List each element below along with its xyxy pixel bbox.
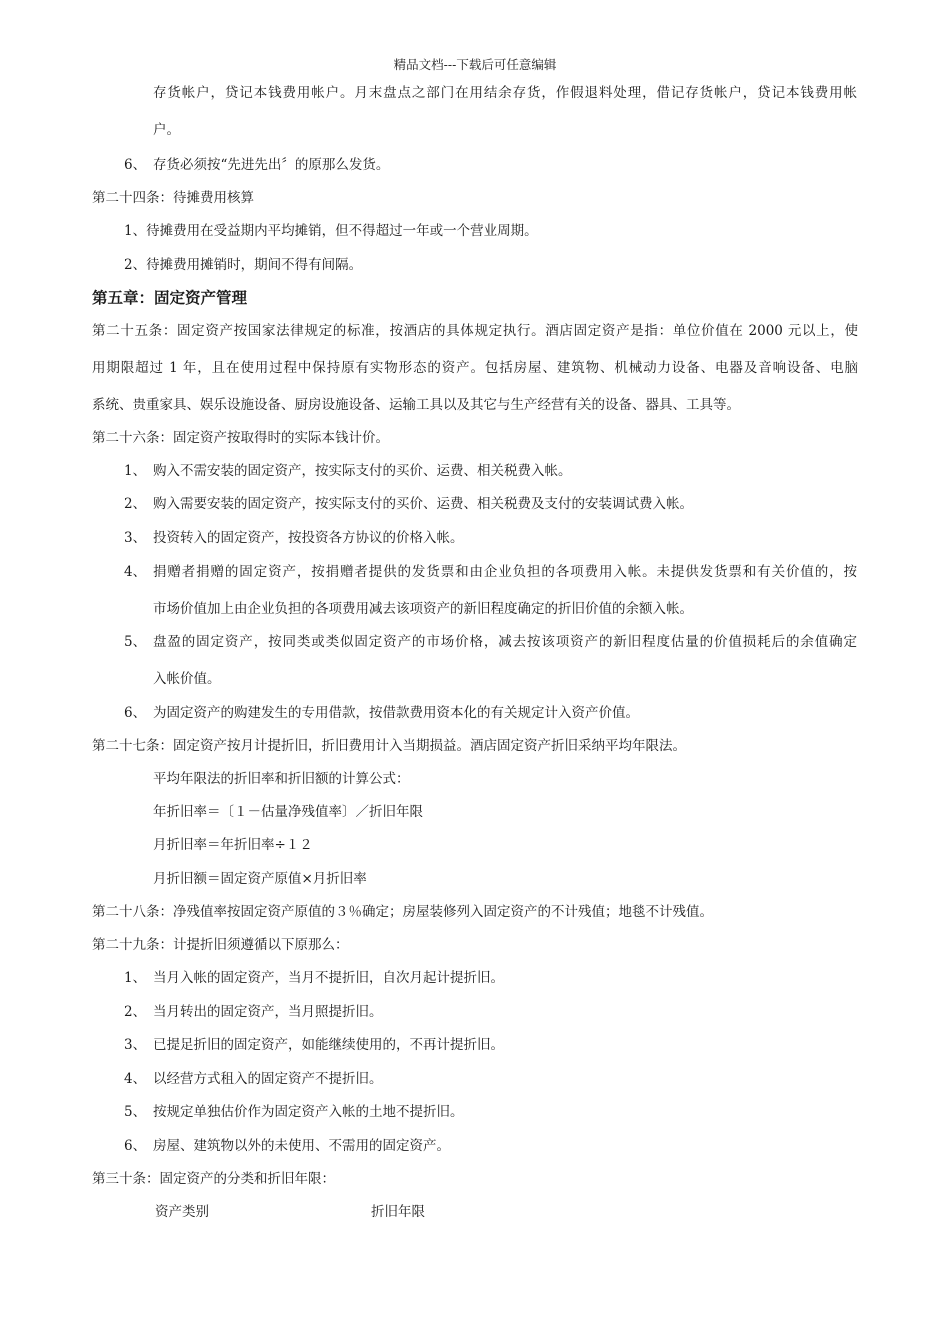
list-number: 5、 xyxy=(124,634,147,650)
list-item-text: 购入需要安装的固定资产，按实际支付的买价、运费、相关税费及支付的安装调试费入帐。 xyxy=(153,496,693,512)
list-number: 3、 xyxy=(124,530,147,546)
list-item-text: 为固定资产的购建发生的专用借款，按借款费用资本化的有关规定计入资产价值。 xyxy=(153,705,639,721)
article-title: 第二十七条：固定资产按月计提折旧，折旧费用计入当期损益。酒店固定资产折旧采纳平均年限法。 xyxy=(92,738,686,754)
list-item-text: 投资转入的固定资产，按投资各方协议的价格入帐。 xyxy=(153,530,464,546)
table-header-asset-category: 资产类别 xyxy=(155,1204,209,1220)
list-number: 4、 xyxy=(124,1071,147,1087)
formula-line: 月折旧额＝固定资产原值×月折旧率 xyxy=(153,871,367,887)
page-header: 精品文档---下载后可任意编辑 xyxy=(393,57,557,72)
paragraph-line: 用期限超过 1 年，且在使用过程中保持原有实物形态的资产。包括房屋、建筑物、机械动力设备、电器及音响设备、电脑 xyxy=(92,360,858,376)
paragraph-line: 第二十五条：固定资产按国家法律规定的标准，按酒店的具体规定执行。酒店固定资产是指：单位价值在 2000 元以上，使 xyxy=(92,323,858,339)
list-item-text: 当月入帐的固定资产，当月不提折旧，自次月起计提折旧。 xyxy=(153,970,504,986)
list-item-text: 购入不需安装的固定资产，按实际支付的买价、运费、相关税费入帐。 xyxy=(153,463,572,479)
table-header-depreciation-years: 折旧年限 xyxy=(371,1204,425,1220)
list-item-text-cont: 入帐价值。 xyxy=(153,671,221,687)
list-number: 6、 xyxy=(124,1138,147,1154)
list-item-text: 以经营方式租入的固定资产不提折旧。 xyxy=(153,1071,383,1087)
list-item-text: 当月转出的固定资产，当月照提折旧。 xyxy=(153,1004,383,1020)
article-title: 第二十六条：固定资产按取得时的实际本钱计价。 xyxy=(92,430,389,446)
list-item-text: 按规定单独估价作为固定资产入帐的土地不提折旧。 xyxy=(153,1104,464,1120)
list-item-text: 已提足折旧的固定资产，如能继续使用的，不再计提折旧。 xyxy=(153,1037,504,1053)
list-number: 4、 xyxy=(124,564,147,580)
formula-line: 年折旧率＝〔１－估量净残值率〕／折旧年限 xyxy=(153,804,423,820)
article-title: 第二十四条：待摊费用核算 xyxy=(92,190,254,206)
list-number: 2、 xyxy=(124,496,147,512)
paragraph-line: 户。 xyxy=(153,122,180,138)
formula-line: 月折旧率＝年折旧率÷１２ xyxy=(153,837,313,853)
paragraph-line: 系统、贵重家具、娱乐设施设备、厨房设施设备、运输工具以及其它与生产经营有关的设备、器具、工具等。 xyxy=(92,397,740,413)
list-number: 5、 xyxy=(124,1104,147,1120)
article-title: 第二十九条：计提折旧须遵循以下原那么： xyxy=(92,937,349,953)
list-number: 3、 xyxy=(124,1037,147,1053)
list-item-text: 房屋、建筑物以外的未使用、不需用的固定资产。 xyxy=(153,1138,450,1154)
list-number: 1、 xyxy=(124,970,147,986)
paragraph-line: 存货帐户，贷记本钱费用帐户。月末盘点之部门在用结余存货，作假退料处理，借记存货帐户，贷记本钱费用帐 xyxy=(153,85,857,101)
list-number: 6、 xyxy=(124,157,147,173)
list-number: 2、 xyxy=(124,1004,147,1020)
formula-intro: 平均年限法的折旧率和折旧额的计算公式： xyxy=(153,771,410,787)
list-item-text: 1、待摊费用在受益期内平均摊销，但不得超过一年或一个营业周期。 xyxy=(124,223,538,239)
chapter-heading: 第五章：固定资产管理 xyxy=(92,289,248,307)
article-title: 第三十条：固定资产的分类和折旧年限： xyxy=(92,1171,335,1187)
list-number: 1、 xyxy=(124,463,147,479)
list-number: 6、 xyxy=(124,705,147,721)
list-item-text: 盘盈的固定资产，按同类或类似固定资产的市场价格，减去按该项资产的新旧程度估量的价值损耗后的余值确定 xyxy=(153,634,857,650)
list-item-text: 2、待摊费用摊销时，期间不得有间隔。 xyxy=(124,257,363,273)
list-item-text: 存货必须按“先进先出〞的原那么发货。 xyxy=(153,157,390,173)
list-item-text: 捐赠者捐赠的固定资产，按捐赠者提供的发货票和由企业负担的各项费用入帐。未提供发货票和有关价值的，按 xyxy=(153,564,857,580)
list-item-text-cont: 市场价值加上由企业负担的各项费用减去该项资产的新旧程度确定的折旧价值的余额入帐。 xyxy=(153,601,693,617)
article-title: 第二十八条：净残值率按固定资产原值的３％确定；房屋装修列入固定资产的不计残值；地毯不计残值。 xyxy=(92,904,713,920)
